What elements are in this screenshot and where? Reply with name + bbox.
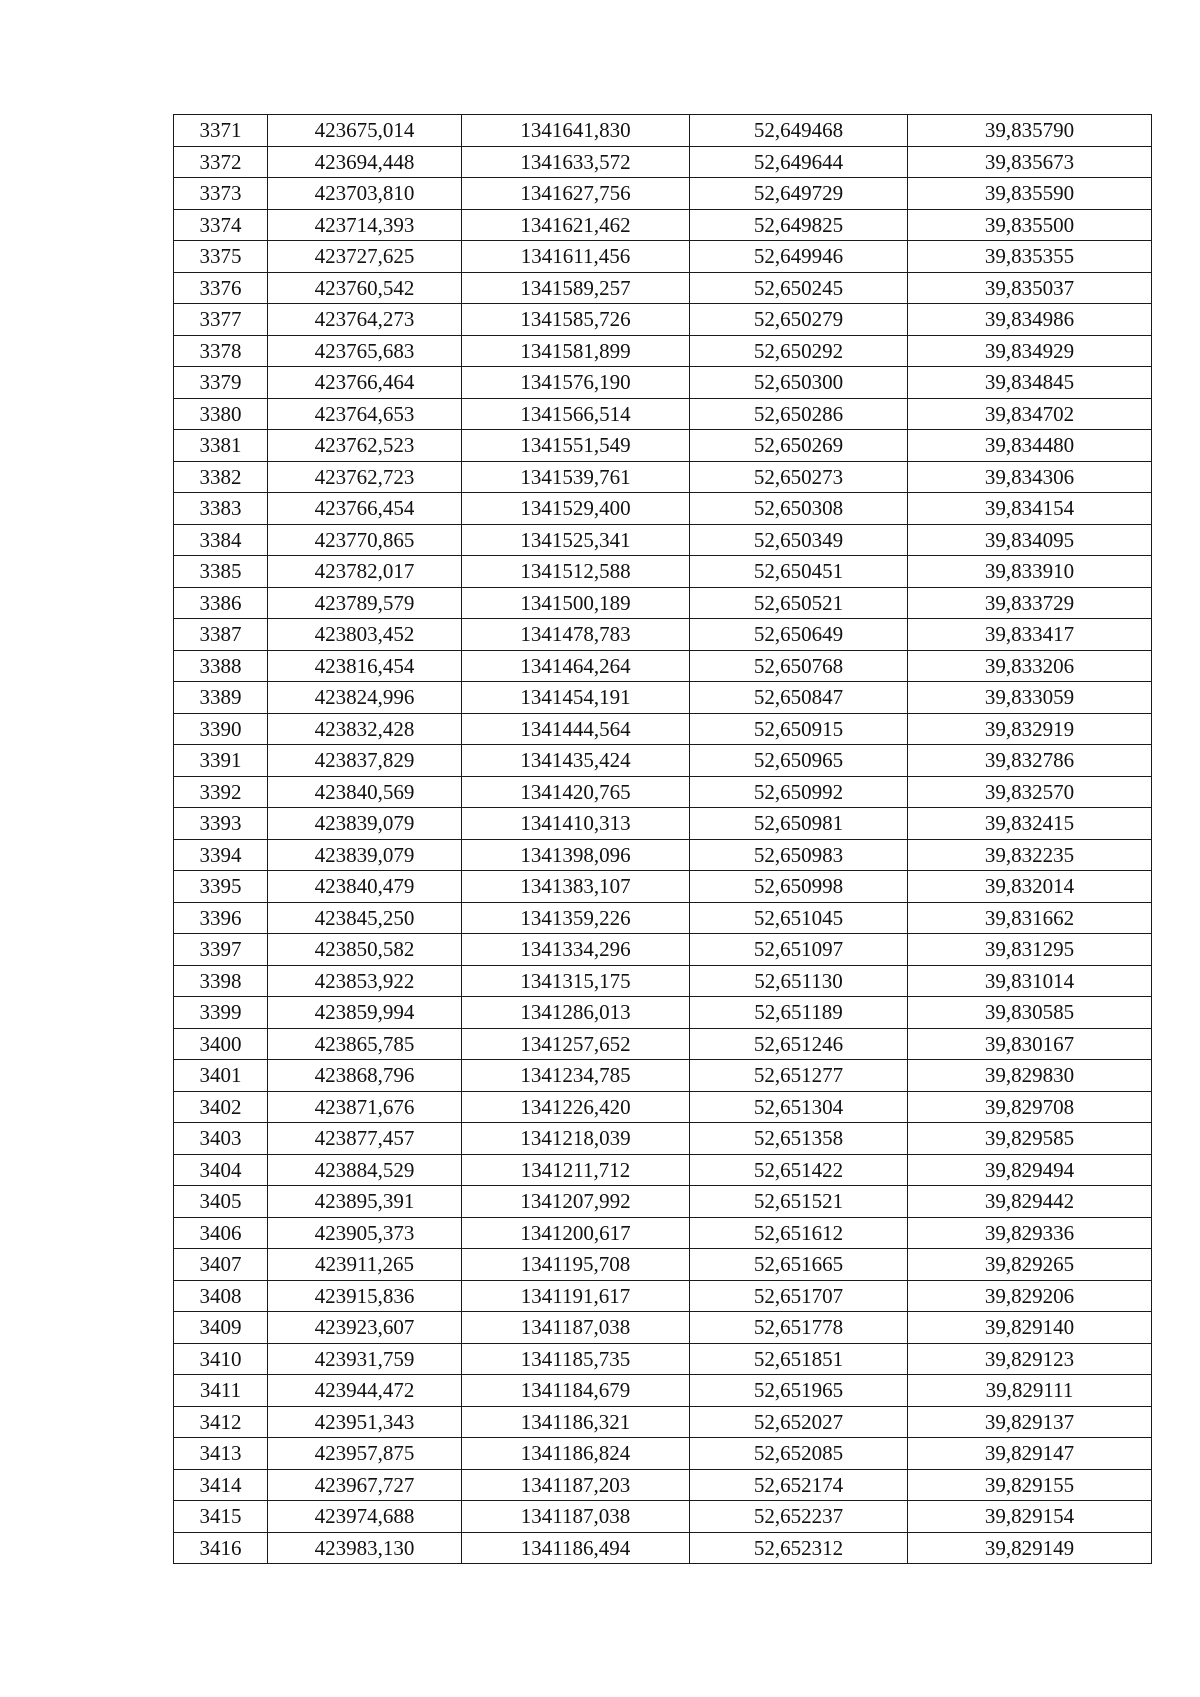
point-number-cell: 3390 bbox=[174, 713, 268, 745]
latitude-cell: 52,651130 bbox=[690, 965, 908, 997]
y-coordinate-cell: 1341621,462 bbox=[462, 209, 690, 241]
latitude-cell: 52,652027 bbox=[690, 1406, 908, 1438]
latitude-cell: 52,650847 bbox=[690, 682, 908, 714]
latitude-cell: 52,649729 bbox=[690, 178, 908, 210]
x-coordinate-cell: 423765,683 bbox=[268, 335, 462, 367]
latitude-cell: 52,651189 bbox=[690, 997, 908, 1029]
x-coordinate-cell: 423789,579 bbox=[268, 587, 462, 619]
longitude-cell: 39,829206 bbox=[908, 1280, 1152, 1312]
point-number-cell: 3375 bbox=[174, 241, 268, 273]
latitude-cell: 52,651097 bbox=[690, 934, 908, 966]
x-coordinate-cell: 423832,428 bbox=[268, 713, 462, 745]
point-number-cell: 3403 bbox=[174, 1123, 268, 1155]
longitude-cell: 39,832570 bbox=[908, 776, 1152, 808]
latitude-cell: 52,651045 bbox=[690, 902, 908, 934]
longitude-cell: 39,834845 bbox=[908, 367, 1152, 399]
longitude-cell: 39,835673 bbox=[908, 146, 1152, 178]
y-coordinate-cell: 1341286,013 bbox=[462, 997, 690, 1029]
x-coordinate-cell: 423762,723 bbox=[268, 461, 462, 493]
latitude-cell: 52,652174 bbox=[690, 1469, 908, 1501]
point-number-cell: 3410 bbox=[174, 1343, 268, 1375]
longitude-cell: 39,833417 bbox=[908, 619, 1152, 651]
latitude-cell: 52,650768 bbox=[690, 650, 908, 682]
table-row bbox=[174, 146, 1152, 178]
y-coordinate-cell: 1341185,735 bbox=[462, 1343, 690, 1375]
latitude-cell: 52,650965 bbox=[690, 745, 908, 777]
table-row bbox=[174, 1186, 1152, 1218]
y-coordinate-cell: 1341581,899 bbox=[462, 335, 690, 367]
x-coordinate-cell: 423871,676 bbox=[268, 1091, 462, 1123]
x-coordinate-cell: 423766,464 bbox=[268, 367, 462, 399]
point-number-cell: 3395 bbox=[174, 871, 268, 903]
latitude-cell: 52,649825 bbox=[690, 209, 908, 241]
latitude-cell: 52,650300 bbox=[690, 367, 908, 399]
table-row bbox=[174, 178, 1152, 210]
x-coordinate-cell: 423845,250 bbox=[268, 902, 462, 934]
x-coordinate-cell: 423859,994 bbox=[268, 997, 462, 1029]
y-coordinate-cell: 1341566,514 bbox=[462, 398, 690, 430]
x-coordinate-cell: 423983,130 bbox=[268, 1532, 462, 1564]
x-coordinate-cell: 423957,875 bbox=[268, 1438, 462, 1470]
point-number-cell: 3392 bbox=[174, 776, 268, 808]
y-coordinate-cell: 1341187,203 bbox=[462, 1469, 690, 1501]
y-coordinate-cell: 1341529,400 bbox=[462, 493, 690, 525]
longitude-cell: 39,829494 bbox=[908, 1154, 1152, 1186]
latitude-cell: 52,651778 bbox=[690, 1312, 908, 1344]
y-coordinate-cell: 1341435,424 bbox=[462, 745, 690, 777]
latitude-cell: 52,650245 bbox=[690, 272, 908, 304]
coordinates-table bbox=[173, 114, 1152, 1564]
table-row bbox=[174, 493, 1152, 525]
x-coordinate-cell: 423727,625 bbox=[268, 241, 462, 273]
point-number-cell: 3372 bbox=[174, 146, 268, 178]
y-coordinate-cell: 1341478,783 bbox=[462, 619, 690, 651]
latitude-cell: 52,649644 bbox=[690, 146, 908, 178]
longitude-cell: 39,832919 bbox=[908, 713, 1152, 745]
longitude-cell: 39,831662 bbox=[908, 902, 1152, 934]
point-number-cell: 3371 bbox=[174, 115, 268, 147]
x-coordinate-cell: 423760,542 bbox=[268, 272, 462, 304]
latitude-cell: 52,650521 bbox=[690, 587, 908, 619]
longitude-cell: 39,835500 bbox=[908, 209, 1152, 241]
table-row bbox=[174, 839, 1152, 871]
point-number-cell: 3400 bbox=[174, 1028, 268, 1060]
table-row bbox=[174, 997, 1152, 1029]
point-number-cell: 3374 bbox=[174, 209, 268, 241]
point-number-cell: 3406 bbox=[174, 1217, 268, 1249]
point-number-cell: 3391 bbox=[174, 745, 268, 777]
longitude-cell: 39,834929 bbox=[908, 335, 1152, 367]
latitude-cell: 52,650649 bbox=[690, 619, 908, 651]
x-coordinate-cell: 423868,796 bbox=[268, 1060, 462, 1092]
longitude-cell: 39,833729 bbox=[908, 587, 1152, 619]
table-row bbox=[174, 115, 1152, 147]
point-number-cell: 3402 bbox=[174, 1091, 268, 1123]
longitude-cell: 39,832415 bbox=[908, 808, 1152, 840]
longitude-cell: 39,829336 bbox=[908, 1217, 1152, 1249]
point-number-cell: 3405 bbox=[174, 1186, 268, 1218]
x-coordinate-cell: 423905,373 bbox=[268, 1217, 462, 1249]
table-row bbox=[174, 367, 1152, 399]
point-number-cell: 3404 bbox=[174, 1154, 268, 1186]
x-coordinate-cell: 423915,836 bbox=[268, 1280, 462, 1312]
point-number-cell: 3383 bbox=[174, 493, 268, 525]
table-row bbox=[174, 965, 1152, 997]
y-coordinate-cell: 1341383,107 bbox=[462, 871, 690, 903]
y-coordinate-cell: 1341454,191 bbox=[462, 682, 690, 714]
longitude-cell: 39,832786 bbox=[908, 745, 1152, 777]
y-coordinate-cell: 1341398,096 bbox=[462, 839, 690, 871]
table-row bbox=[174, 461, 1152, 493]
x-coordinate-cell: 423762,523 bbox=[268, 430, 462, 462]
longitude-cell: 39,833910 bbox=[908, 556, 1152, 588]
table-row bbox=[174, 1154, 1152, 1186]
latitude-cell: 52,652085 bbox=[690, 1438, 908, 1470]
y-coordinate-cell: 1341184,679 bbox=[462, 1375, 690, 1407]
table-row bbox=[174, 335, 1152, 367]
longitude-cell: 39,834154 bbox=[908, 493, 1152, 525]
longitude-cell: 39,829708 bbox=[908, 1091, 1152, 1123]
point-number-cell: 3382 bbox=[174, 461, 268, 493]
longitude-cell: 39,835590 bbox=[908, 178, 1152, 210]
point-number-cell: 3379 bbox=[174, 367, 268, 399]
table-row bbox=[174, 430, 1152, 462]
longitude-cell: 39,833206 bbox=[908, 650, 1152, 682]
y-coordinate-cell: 1341539,761 bbox=[462, 461, 690, 493]
point-number-cell: 3397 bbox=[174, 934, 268, 966]
table-row bbox=[174, 1280, 1152, 1312]
table-row bbox=[174, 1091, 1152, 1123]
point-number-cell: 3407 bbox=[174, 1249, 268, 1281]
x-coordinate-cell: 423840,569 bbox=[268, 776, 462, 808]
coordinates-table-body bbox=[174, 115, 1152, 1564]
y-coordinate-cell: 1341226,420 bbox=[462, 1091, 690, 1123]
x-coordinate-cell: 423911,265 bbox=[268, 1249, 462, 1281]
latitude-cell: 52,652237 bbox=[690, 1501, 908, 1533]
longitude-cell: 39,834095 bbox=[908, 524, 1152, 556]
longitude-cell: 39,835790 bbox=[908, 115, 1152, 147]
point-number-cell: 3411 bbox=[174, 1375, 268, 1407]
y-coordinate-cell: 1341512,588 bbox=[462, 556, 690, 588]
y-coordinate-cell: 1341207,992 bbox=[462, 1186, 690, 1218]
table-row bbox=[174, 1217, 1152, 1249]
x-coordinate-cell: 423840,479 bbox=[268, 871, 462, 903]
point-number-cell: 3385 bbox=[174, 556, 268, 588]
y-coordinate-cell: 1341464,264 bbox=[462, 650, 690, 682]
x-coordinate-cell: 423877,457 bbox=[268, 1123, 462, 1155]
point-number-cell: 3388 bbox=[174, 650, 268, 682]
latitude-cell: 52,651665 bbox=[690, 1249, 908, 1281]
latitude-cell: 52,651851 bbox=[690, 1343, 908, 1375]
point-number-cell: 3380 bbox=[174, 398, 268, 430]
x-coordinate-cell: 423782,017 bbox=[268, 556, 462, 588]
point-number-cell: 3399 bbox=[174, 997, 268, 1029]
x-coordinate-cell: 423764,653 bbox=[268, 398, 462, 430]
point-number-cell: 3393 bbox=[174, 808, 268, 840]
point-number-cell: 3373 bbox=[174, 178, 268, 210]
y-coordinate-cell: 1341585,726 bbox=[462, 304, 690, 336]
x-coordinate-cell: 423816,454 bbox=[268, 650, 462, 682]
latitude-cell: 52,650286 bbox=[690, 398, 908, 430]
x-coordinate-cell: 423694,448 bbox=[268, 146, 462, 178]
longitude-cell: 39,834306 bbox=[908, 461, 1152, 493]
latitude-cell: 52,650915 bbox=[690, 713, 908, 745]
y-coordinate-cell: 1341627,756 bbox=[462, 178, 690, 210]
table-row bbox=[174, 556, 1152, 588]
point-number-cell: 3412 bbox=[174, 1406, 268, 1438]
y-coordinate-cell: 1341187,038 bbox=[462, 1501, 690, 1533]
longitude-cell: 39,829585 bbox=[908, 1123, 1152, 1155]
table-row bbox=[174, 398, 1152, 430]
y-coordinate-cell: 1341186,321 bbox=[462, 1406, 690, 1438]
table-row bbox=[174, 1123, 1152, 1155]
point-number-cell: 3416 bbox=[174, 1532, 268, 1564]
longitude-cell: 39,829155 bbox=[908, 1469, 1152, 1501]
x-coordinate-cell: 423837,829 bbox=[268, 745, 462, 777]
latitude-cell: 52,651304 bbox=[690, 1091, 908, 1123]
latitude-cell: 52,650269 bbox=[690, 430, 908, 462]
x-coordinate-cell: 423839,079 bbox=[268, 808, 462, 840]
y-coordinate-cell: 1341334,296 bbox=[462, 934, 690, 966]
longitude-cell: 39,829147 bbox=[908, 1438, 1152, 1470]
table-row bbox=[174, 745, 1152, 777]
x-coordinate-cell: 423884,529 bbox=[268, 1154, 462, 1186]
table-row bbox=[174, 272, 1152, 304]
x-coordinate-cell: 423923,607 bbox=[268, 1312, 462, 1344]
x-coordinate-cell: 423675,014 bbox=[268, 115, 462, 147]
point-number-cell: 3409 bbox=[174, 1312, 268, 1344]
x-coordinate-cell: 423944,472 bbox=[268, 1375, 462, 1407]
y-coordinate-cell: 1341315,175 bbox=[462, 965, 690, 997]
table-row bbox=[174, 1060, 1152, 1092]
x-coordinate-cell: 423967,727 bbox=[268, 1469, 462, 1501]
table-row bbox=[174, 1028, 1152, 1060]
longitude-cell: 39,829830 bbox=[908, 1060, 1152, 1092]
y-coordinate-cell: 1341576,190 bbox=[462, 367, 690, 399]
latitude-cell: 52,650992 bbox=[690, 776, 908, 808]
point-number-cell: 3389 bbox=[174, 682, 268, 714]
table-row bbox=[174, 304, 1152, 336]
table-row bbox=[174, 1343, 1152, 1375]
latitude-cell: 52,650451 bbox=[690, 556, 908, 588]
table-row bbox=[174, 934, 1152, 966]
latitude-cell: 52,650998 bbox=[690, 871, 908, 903]
table-row bbox=[174, 1312, 1152, 1344]
latitude-cell: 52,650292 bbox=[690, 335, 908, 367]
latitude-cell: 52,651358 bbox=[690, 1123, 908, 1155]
table-row bbox=[174, 776, 1152, 808]
point-number-cell: 3401 bbox=[174, 1060, 268, 1092]
y-coordinate-cell: 1341191,617 bbox=[462, 1280, 690, 1312]
longitude-cell: 39,829140 bbox=[908, 1312, 1152, 1344]
longitude-cell: 39,834480 bbox=[908, 430, 1152, 462]
x-coordinate-cell: 423895,391 bbox=[268, 1186, 462, 1218]
latitude-cell: 52,650308 bbox=[690, 493, 908, 525]
latitude-cell: 52,650981 bbox=[690, 808, 908, 840]
table-row bbox=[174, 650, 1152, 682]
y-coordinate-cell: 1341257,652 bbox=[462, 1028, 690, 1060]
latitude-cell: 52,650273 bbox=[690, 461, 908, 493]
table-row bbox=[174, 524, 1152, 556]
point-number-cell: 3414 bbox=[174, 1469, 268, 1501]
y-coordinate-cell: 1341186,494 bbox=[462, 1532, 690, 1564]
x-coordinate-cell: 423766,454 bbox=[268, 493, 462, 525]
y-coordinate-cell: 1341444,564 bbox=[462, 713, 690, 745]
longitude-cell: 39,831014 bbox=[908, 965, 1152, 997]
y-coordinate-cell: 1341195,708 bbox=[462, 1249, 690, 1281]
y-coordinate-cell: 1341525,341 bbox=[462, 524, 690, 556]
point-number-cell: 3378 bbox=[174, 335, 268, 367]
x-coordinate-cell: 423853,922 bbox=[268, 965, 462, 997]
y-coordinate-cell: 1341633,572 bbox=[462, 146, 690, 178]
y-coordinate-cell: 1341410,313 bbox=[462, 808, 690, 840]
longitude-cell: 39,830585 bbox=[908, 997, 1152, 1029]
y-coordinate-cell: 1341186,824 bbox=[462, 1438, 690, 1470]
y-coordinate-cell: 1341187,038 bbox=[462, 1312, 690, 1344]
table-row bbox=[174, 871, 1152, 903]
latitude-cell: 52,651422 bbox=[690, 1154, 908, 1186]
latitude-cell: 52,650279 bbox=[690, 304, 908, 336]
longitude-cell: 39,829137 bbox=[908, 1406, 1152, 1438]
y-coordinate-cell: 1341551,549 bbox=[462, 430, 690, 462]
latitude-cell: 52,650349 bbox=[690, 524, 908, 556]
longitude-cell: 39,830167 bbox=[908, 1028, 1152, 1060]
y-coordinate-cell: 1341420,765 bbox=[462, 776, 690, 808]
longitude-cell: 39,832014 bbox=[908, 871, 1152, 903]
table-row bbox=[174, 682, 1152, 714]
longitude-cell: 39,834702 bbox=[908, 398, 1152, 430]
table-row bbox=[174, 1375, 1152, 1407]
longitude-cell: 39,832235 bbox=[908, 839, 1152, 871]
latitude-cell: 52,651521 bbox=[690, 1186, 908, 1218]
y-coordinate-cell: 1341500,189 bbox=[462, 587, 690, 619]
longitude-cell: 39,833059 bbox=[908, 682, 1152, 714]
y-coordinate-cell: 1341211,712 bbox=[462, 1154, 690, 1186]
x-coordinate-cell: 423850,582 bbox=[268, 934, 462, 966]
longitude-cell: 39,829149 bbox=[908, 1532, 1152, 1564]
x-coordinate-cell: 423714,393 bbox=[268, 209, 462, 241]
latitude-cell: 52,649946 bbox=[690, 241, 908, 273]
longitude-cell: 39,829265 bbox=[908, 1249, 1152, 1281]
point-number-cell: 3413 bbox=[174, 1438, 268, 1470]
x-coordinate-cell: 423770,865 bbox=[268, 524, 462, 556]
table-row bbox=[174, 713, 1152, 745]
y-coordinate-cell: 1341589,257 bbox=[462, 272, 690, 304]
x-coordinate-cell: 423803,452 bbox=[268, 619, 462, 651]
point-number-cell: 3394 bbox=[174, 839, 268, 871]
point-number-cell: 3386 bbox=[174, 587, 268, 619]
y-coordinate-cell: 1341234,785 bbox=[462, 1060, 690, 1092]
latitude-cell: 52,651246 bbox=[690, 1028, 908, 1060]
point-number-cell: 3377 bbox=[174, 304, 268, 336]
latitude-cell: 52,649468 bbox=[690, 115, 908, 147]
x-coordinate-cell: 423951,343 bbox=[268, 1406, 462, 1438]
y-coordinate-cell: 1341641,830 bbox=[462, 115, 690, 147]
x-coordinate-cell: 423824,996 bbox=[268, 682, 462, 714]
y-coordinate-cell: 1341611,456 bbox=[462, 241, 690, 273]
latitude-cell: 52,651707 bbox=[690, 1280, 908, 1312]
latitude-cell: 52,650983 bbox=[690, 839, 908, 871]
x-coordinate-cell: 423865,785 bbox=[268, 1028, 462, 1060]
point-number-cell: 3396 bbox=[174, 902, 268, 934]
table-row bbox=[174, 1532, 1152, 1564]
longitude-cell: 39,829123 bbox=[908, 1343, 1152, 1375]
table-row bbox=[174, 902, 1152, 934]
point-number-cell: 3415 bbox=[174, 1501, 268, 1533]
latitude-cell: 52,652312 bbox=[690, 1532, 908, 1564]
longitude-cell: 39,829111 bbox=[908, 1375, 1152, 1407]
longitude-cell: 39,835355 bbox=[908, 241, 1152, 273]
point-number-cell: 3376 bbox=[174, 272, 268, 304]
table-row bbox=[174, 1438, 1152, 1470]
x-coordinate-cell: 423839,079 bbox=[268, 839, 462, 871]
longitude-cell: 39,831295 bbox=[908, 934, 1152, 966]
longitude-cell: 39,829442 bbox=[908, 1186, 1152, 1218]
table-row bbox=[174, 1469, 1152, 1501]
table-row bbox=[174, 1406, 1152, 1438]
latitude-cell: 52,651965 bbox=[690, 1375, 908, 1407]
table-row bbox=[174, 209, 1152, 241]
longitude-cell: 39,835037 bbox=[908, 272, 1152, 304]
x-coordinate-cell: 423764,273 bbox=[268, 304, 462, 336]
x-coordinate-cell: 423931,759 bbox=[268, 1343, 462, 1375]
latitude-cell: 52,651277 bbox=[690, 1060, 908, 1092]
y-coordinate-cell: 1341359,226 bbox=[462, 902, 690, 934]
table-row bbox=[174, 619, 1152, 651]
y-coordinate-cell: 1341218,039 bbox=[462, 1123, 690, 1155]
table-row bbox=[174, 1501, 1152, 1533]
table-row bbox=[174, 241, 1152, 273]
x-coordinate-cell: 423703,810 bbox=[268, 178, 462, 210]
point-number-cell: 3384 bbox=[174, 524, 268, 556]
point-number-cell: 3381 bbox=[174, 430, 268, 462]
longitude-cell: 39,834986 bbox=[908, 304, 1152, 336]
y-coordinate-cell: 1341200,617 bbox=[462, 1217, 690, 1249]
longitude-cell: 39,829154 bbox=[908, 1501, 1152, 1533]
latitude-cell: 52,651612 bbox=[690, 1217, 908, 1249]
point-number-cell: 3387 bbox=[174, 619, 268, 651]
table-row bbox=[174, 1249, 1152, 1281]
x-coordinate-cell: 423974,688 bbox=[268, 1501, 462, 1533]
point-number-cell: 3408 bbox=[174, 1280, 268, 1312]
point-number-cell: 3398 bbox=[174, 965, 268, 997]
table-row bbox=[174, 808, 1152, 840]
table-row bbox=[174, 587, 1152, 619]
